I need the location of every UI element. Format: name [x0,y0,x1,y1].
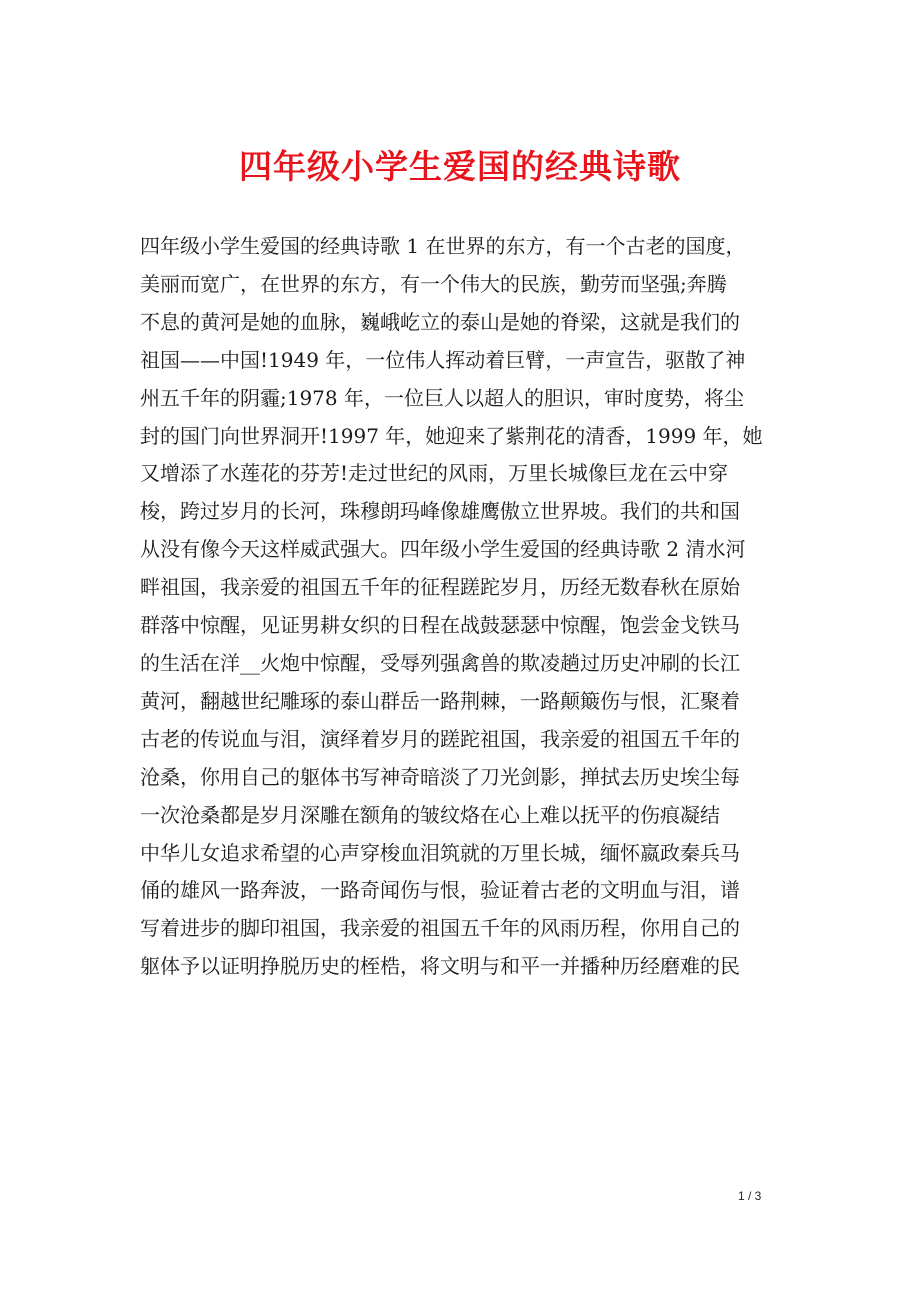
page-number: 1 / 3 [738,1189,762,1203]
body-line-15: 沧桑，你用自己的躯体书写神奇暗淡了刀光剑影，掸拭去历史埃尘每 [140,764,740,789]
body-line-5: 州五千年的阴霾;1978 年，一位巨人以超人的胆识，审时度势，将尘 [140,385,744,410]
document-body [140,228,785,986]
body-line-19: 写着进步的脚印祖国，我亲爱的祖国五千年的风雨历程，你用自己的 [140,916,740,941]
body-line-17: 中华儿女追求希望的心声穿梭血泪筑就的万里长城，缅怀嬴政秦兵马 [140,840,740,865]
body-line-1: 四年级小学生爱国的经典诗歌 1 在世界的东方，有一个古老的国度， [140,234,746,258]
body-line-8: 梭，跨过岁月的长河，珠穆朗玛峰像雄鹰傲立世界坡。我们的共和国 [140,499,740,524]
body-line-16: 一次沧桑都是岁月深雕在额角的皱纹烙在心上难以抚平的伤痕凝结 [140,802,720,827]
body-line-14: 古老的传说血与泪，演绎着岁月的蹉跎祖国，我亲爱的祖国五千年的 [140,726,740,751]
body-line-10: 畔祖国，我亲爱的祖国五千年的征程蹉跎岁月，历经无数春秋在原始 [140,575,740,600]
body-line-18: 俑的雄风一路奔波，一路奇闻伤与恨，验证着古老的文明血与泪，谱 [140,878,740,903]
body-line-11: 群落中惊醒，见证男耕女织的日程在战鼓瑟瑟中惊醒，饱尝金戈铁马 [140,613,740,638]
body-line-4: 祖国——中国!1949 年，一位伟人挥动着巨臂，一声宣告，驱散了神 [140,347,746,372]
body-line-6: 封的国门向世界洞开!1997 年，她迎来了紫荆花的清香，1999 年，她 [140,423,763,448]
body-line-13: 黄河，翻越世纪雕琢的泰山群岳一路荆棘，一路颠簸伤与恨，汇聚着 [140,688,740,713]
body-line-20: 躯体予以证明挣脱历史的桎梏，将文明与和平一并播种历经磨难的民 [140,954,740,979]
body-line-3: 不息的黄河是她的血脉，巍峨屹立的泰山是她的脊梁，这就是我们的 [140,309,740,334]
body-line-2: 美丽而宽广，在世界的东方，有一个伟大的民族，勤劳而坚强;奔腾 [140,271,727,296]
document-title: 四年级小学生爱国的经典诗歌 [239,147,681,186]
body-line-9: 从没有像今天这样威武强大。四年级小学生爱国的经典诗歌 2 清水河 [140,537,746,562]
body-line-7: 又增添了水莲花的芬芳!走过世纪的风雨，万里长城像巨龙在云中穿 [140,461,729,486]
body-line-12: 的生活在洋__火炮中惊醒，受辱列强禽兽的欺凌趟过历史冲刷的长江 [140,650,740,675]
